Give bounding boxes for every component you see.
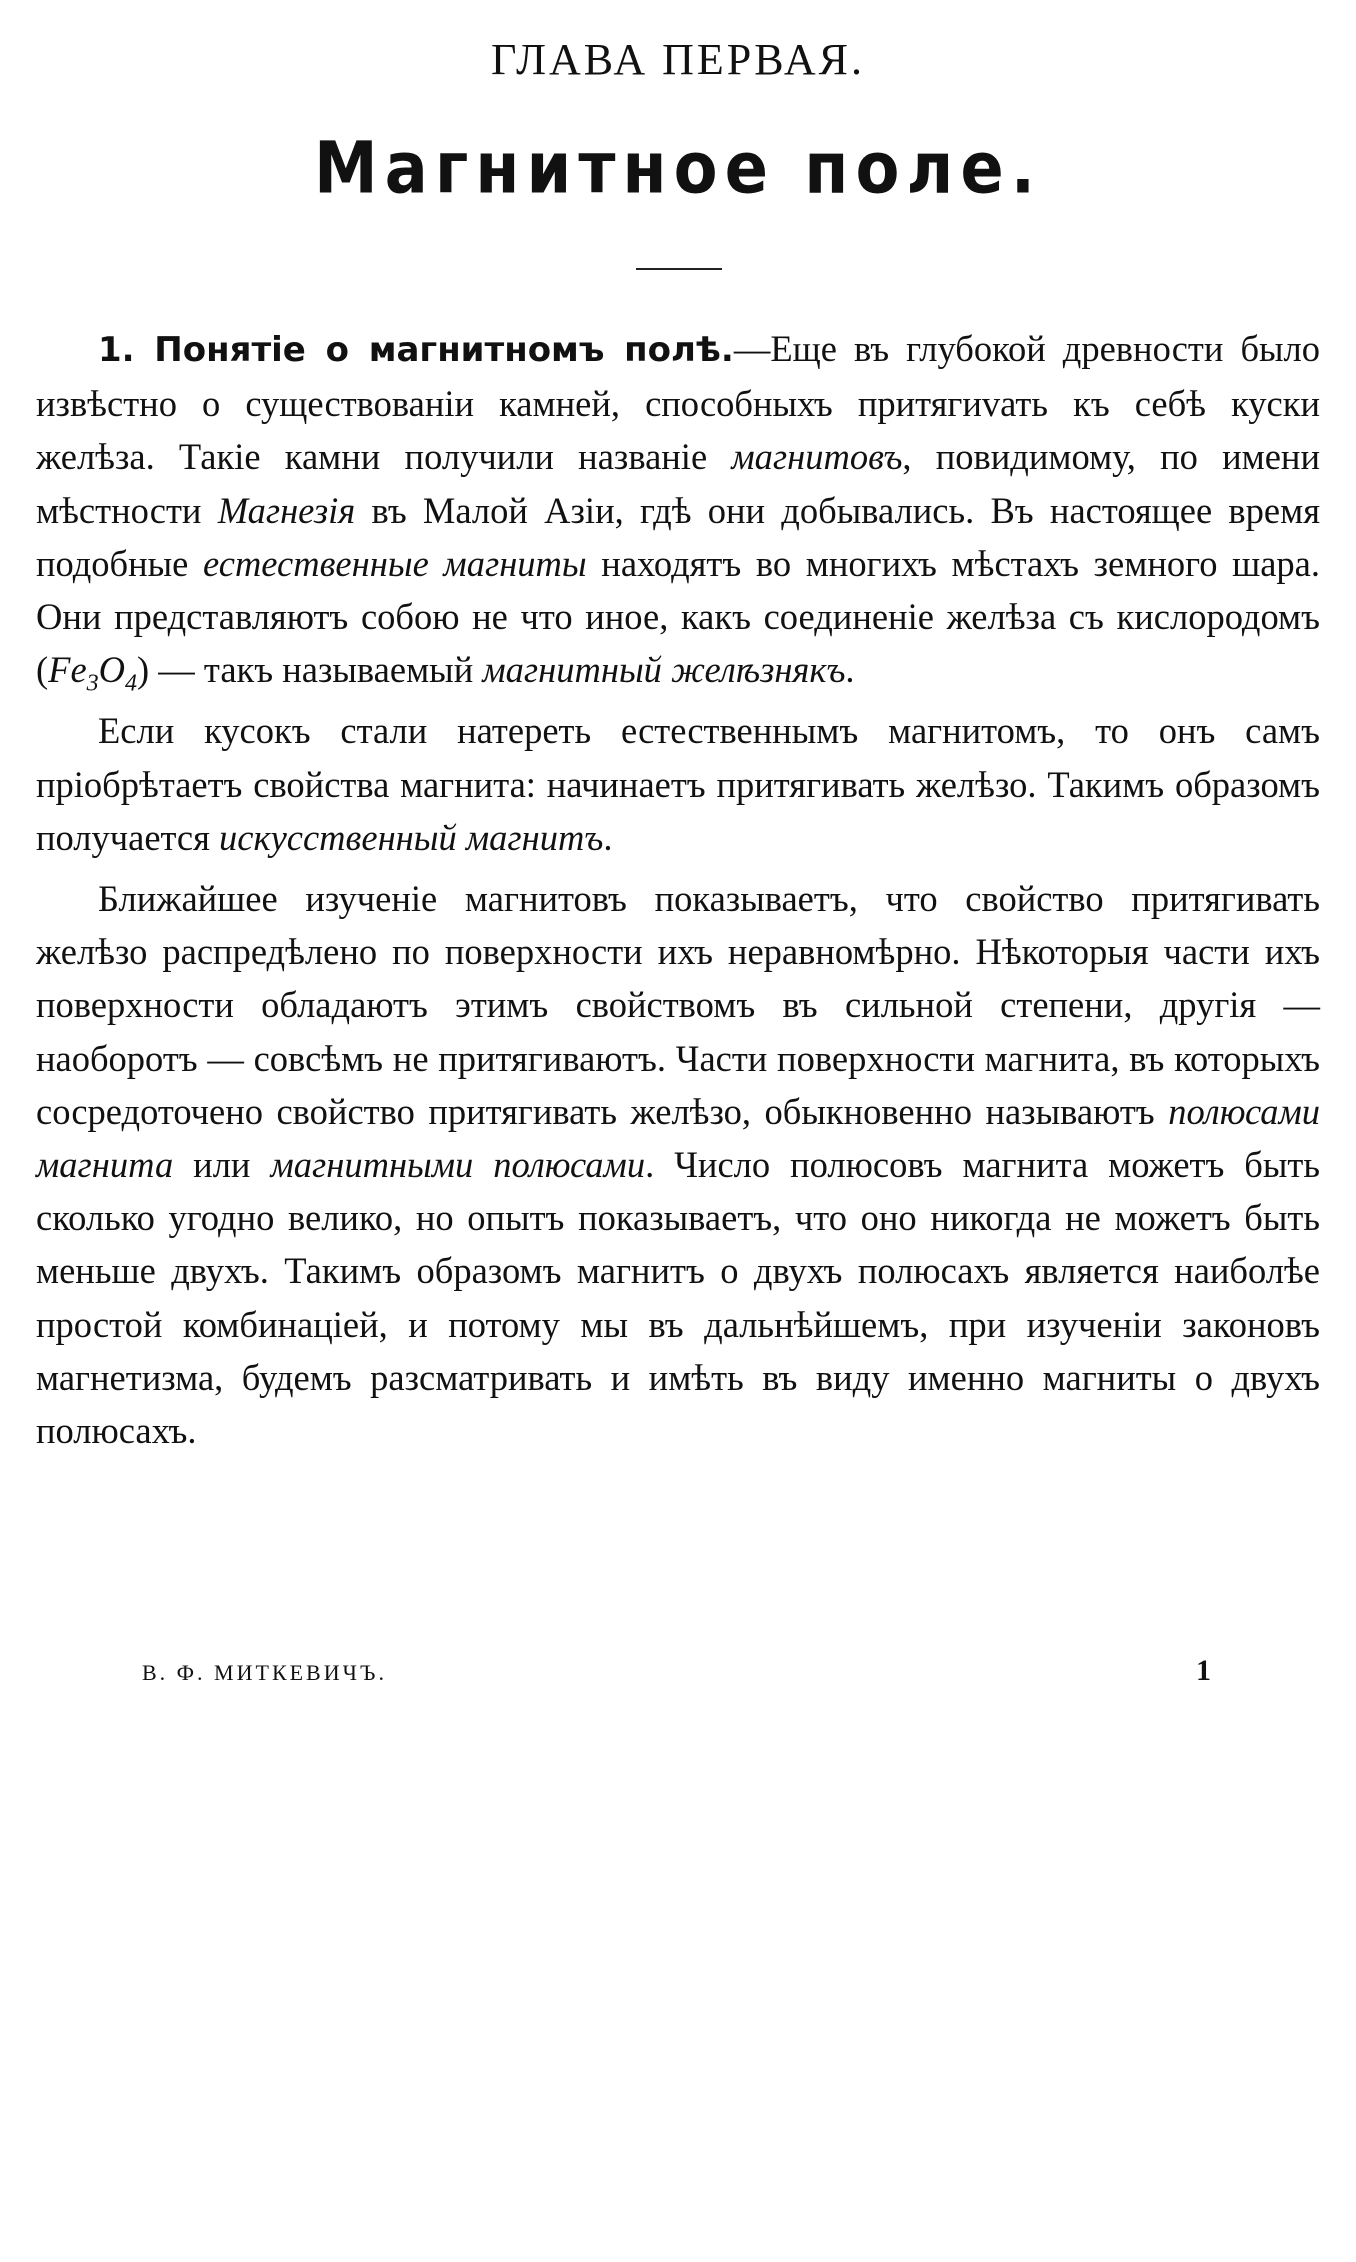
p3-text-3: . Число полюсовъ магнита можетъ быть сколько угодно велико, но опытъ показываетъ, что оно никогда не можетъ быть меньше двухъ. Такимъ образомъ магнитъ о двухъ полюсахъ является наиболѣе простой комбинацiей, и потому мы въ дальнѣйшемъ, при изученiи законовъ магнетизма, будемъ разсматривать и имѣть въ виду именно магниты о двухъ полюсахъ.	[36, 1144, 1321, 1452]
chapter-title: Магнитное поле.	[313, 127, 1043, 211]
p1-text-6: .	[845, 649, 855, 691]
paragraph-2	[36, 704, 1320, 864]
paragraph-3	[36, 872, 1320, 1457]
formula-fe: Fe	[48, 649, 87, 691]
p1-text-2: , повидимому, по имени мѣстности	[36, 436, 1320, 531]
formula-sub-4: 4	[125, 670, 138, 697]
p1-text-3: въ Малой Азiи, гдѣ они добывались. Въ настоящее время подобные	[36, 489, 1320, 584]
body-text	[36, 322, 1320, 1465]
p3-text-2: или	[173, 1144, 271, 1186]
p3-term-poles: полюсами магнита	[36, 1090, 1320, 1186]
p1-term-magnesia: Магнезiя	[217, 489, 356, 531]
p1-text-5: ) — такъ называемый	[137, 649, 483, 691]
author-signature: В. Ф. МИТКЕВИЧЪ.	[142, 1660, 387, 1685]
book-page	[36, 0, 1320, 2262]
heading-dash: —	[733, 328, 771, 369]
section-heading: 1. Понятiе о магнитномъ полѣ.	[98, 330, 734, 370]
p2-text-1: Если кусокъ стали натереть естественнымъ магнитомъ, то онъ самъ прiобрѣтаетъ свойства магнита: начинаетъ притягивать желѣзо. Такимъ образомъ получается	[36, 710, 1320, 858]
iron-oxide-formula	[48, 649, 138, 697]
chapter-label: ГЛАВА ПЕРВАЯ.	[491, 35, 865, 84]
p2-term-artificial-magnet: искусственный магнитъ	[219, 816, 604, 858]
p1-text-4: находятъ во многихъ мѣстахъ земного шара. Они представляютъ собою не что иное, какъ соединенiе желѣза съ кислородомъ (	[36, 542, 1320, 691]
page-footer	[36, 1654, 1320, 1708]
p1-text-1: Еще въ глубокой древности было извѣстно о существованiи камней, способныхъ притягиvать къ себѣ куски желѣза. Такiе камни получили названiе	[36, 328, 1320, 478]
page-number: 1	[1196, 1654, 1211, 1687]
p1-term-magnets: магнитовъ	[731, 436, 903, 478]
p1-term-natural-magnets: естественные магниты	[203, 542, 587, 584]
p3-term-magnetic-poles: магнитными полюсами	[270, 1144, 646, 1186]
paragraph-1	[36, 322, 1320, 696]
p1-term-magnetite: магнитный желѣзнякъ	[482, 649, 846, 691]
title-divider	[636, 268, 722, 270]
p2-text-2: .	[603, 816, 613, 858]
p3-text-1: Ближайшее изученiе магнитовъ показываетъ, что свойство притягивать желѣзо распредѣлено по поверхности ихъ неравномѣрно. Нѣкоторыя части ихъ поверхности обладаютъ этимъ свойствомъ въ сильной степени, другiя — наоборотъ — совсѣмъ не притягиваютъ. Части поверхности магнита, въ которыхъ сосредоточено свойство притягивать желѣзо, обыкновенно называютъ	[36, 878, 1320, 1132]
formula-o: O	[98, 649, 126, 691]
formula-sub-3: 3	[86, 670, 99, 697]
